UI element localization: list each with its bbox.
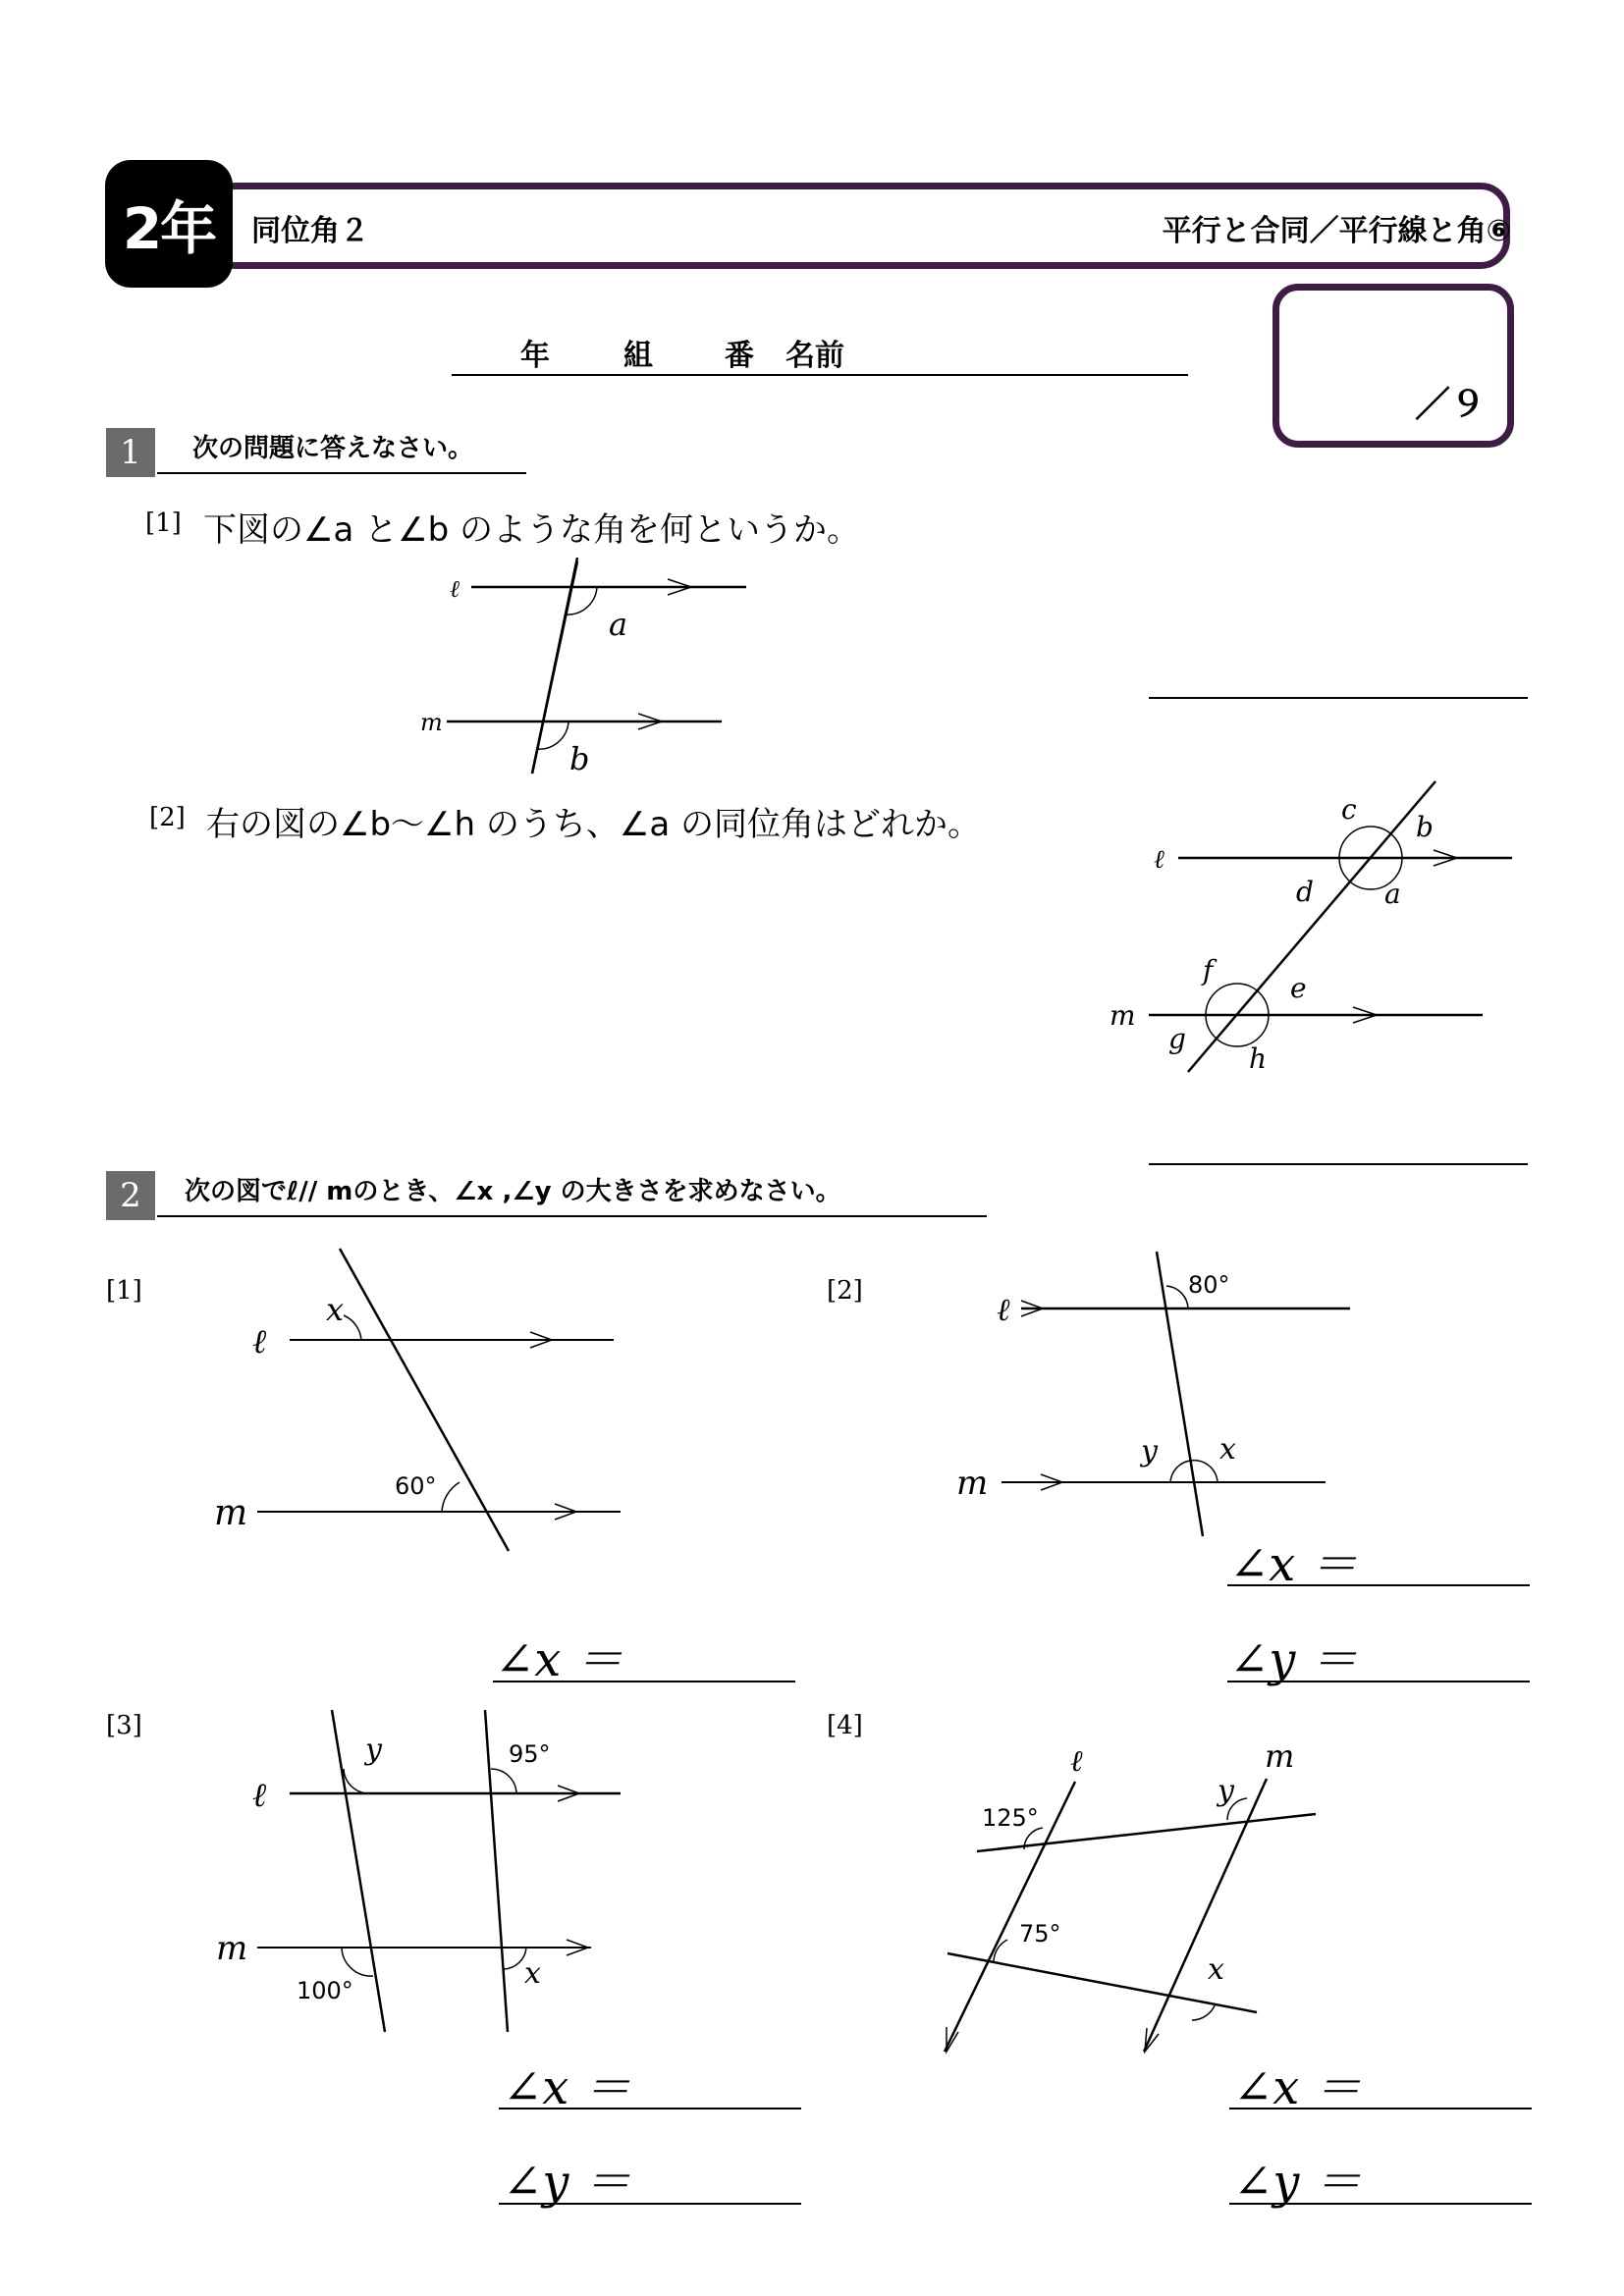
label-a: a [1384,878,1401,910]
angle-80-arc [1166,1286,1188,1308]
label-y: y [1218,1774,1234,1808]
q1-2-figure [1100,775,1532,1090]
score-box[interactable] [1272,284,1514,448]
p2-4-figure [933,1728,1345,2061]
class-label: 組 [623,339,653,373]
answer-line-1-2[interactable] [1149,1161,1528,1165]
section-1-number: 1 [106,428,155,477]
p2-3-label: [3] [106,1711,142,1740]
q1-1-figure [412,558,766,783]
angle-100-label: 100° [297,1977,353,2004]
angle-100-arc [342,1948,373,1976]
label-c: c [1341,793,1357,826]
p2-2-answer-y-line[interactable] [1227,1679,1530,1682]
answer-line-1-1[interactable] [1149,695,1528,699]
p2-4-answer-y-label: ∠y ＝ [1233,2155,1362,2210]
p2-3-figure [196,1698,638,2042]
angle-80-label: 80° [1188,1271,1230,1299]
name-field[interactable] [452,331,1188,376]
q1-1-label: [1] [145,508,182,538]
q1-2-label: [2] [149,803,186,832]
label-g: g [1168,1023,1186,1055]
label-b: b [1416,811,1434,843]
worksheet-unit: 平行と合同／平行線と角⑥ [1162,214,1511,248]
label-x: x [524,1956,541,1991]
p2-1-answer-x-line[interactable] [493,1679,795,1682]
p2-3-answer-y-label: ∠y ＝ [503,2155,631,2210]
angle-x-arc [344,1315,361,1340]
label-y: y [1141,1434,1158,1468]
angle-x-arc [503,1948,526,1969]
label-f: f [1203,954,1214,987]
label-m: m [1265,1737,1295,1775]
p2-4-label: [4] [827,1711,863,1740]
section-2-number: 2 [106,1171,155,1220]
transversal [340,1249,509,1551]
p2-3-answer-y-line[interactable] [499,2201,801,2205]
label-a: a [609,606,628,643]
transversal-2 [485,1710,508,2032]
p2-2-label: [2] [827,1276,863,1306]
angle-60-label: 60° [395,1472,437,1500]
p2-1-figure [196,1237,638,1561]
p2-1-answer-x-label: ∠x ＝ [495,1632,623,1687]
label-m: m [1110,999,1136,1032]
angle-60-arc [442,1482,460,1512]
label-y: y [365,1733,382,1767]
year-label: 年 [520,339,550,373]
worksheet-title: 同位角２ [251,214,369,248]
p2-3-answer-x-label: ∠x ＝ [503,2060,631,2115]
p2-1-label: [1] [106,1276,142,1306]
p2-2-figure [943,1247,1375,1551]
score-total: ／９ [1414,385,1486,425]
angle-x-arc [1192,2003,1216,2020]
section-2-title: 次の図でℓ// mのとき、∠x ,∠y の大きさを求めなさい。 [157,1171,987,1217]
p2-2-answer-x-label: ∠x ＝ [1229,1537,1358,1592]
label-x: x [326,1291,345,1328]
label-l: ℓ [252,1776,267,1815]
label-m: m [420,709,443,736]
label-l: ℓ [997,1291,1010,1328]
label-b: b [569,740,590,777]
angle-125-label: 125° [982,1804,1039,1832]
angle-95-arc [491,1769,516,1793]
section-1-title: 次の問題に答えなさい。 [157,428,526,474]
angle-y-arc [1170,1461,1190,1482]
p2-3-answer-x-line[interactable] [499,2106,801,2109]
label-l: ℓ [1070,1744,1083,1779]
number-label: 番 [725,339,754,373]
p2-4-answer-x-label: ∠x ＝ [1233,2060,1362,2115]
label-m: m [216,1929,248,1968]
label-m: m [214,1493,248,1533]
label-d: d [1296,876,1314,908]
label-l: ℓ [1154,845,1164,875]
grade-badge: 2年 [105,160,233,288]
label-x: x [1219,1432,1236,1467]
name-label: 名前 [785,339,844,373]
label-h: h [1249,1042,1268,1075]
label-e: e [1290,972,1307,1004]
p2-4-answer-x-line[interactable] [1229,2106,1532,2109]
angle-95-label: 95° [509,1740,551,1768]
p2-4-answer-y-line[interactable] [1229,2201,1532,2205]
arrow-icon [947,2027,958,2052]
label-m: m [956,1464,989,1503]
angle-y-arc [344,1769,369,1793]
transversal [1188,781,1435,1072]
label-l: ℓ [252,1322,267,1362]
p2-2-answer-x-line[interactable] [1227,1582,1530,1586]
q1-2-text: 右の図の∠b〜∠h のうち、∠a の同位角はどれか。 [206,805,982,844]
angle-75-label: 75° [1019,1920,1061,1948]
p2-2-answer-y-label: ∠y ＝ [1229,1632,1358,1687]
q1-1-text: 下図の∠a と∠b のような角を何というか。 [203,510,860,550]
label-l: ℓ [450,575,460,603]
label-x: x [1208,1952,1224,1987]
